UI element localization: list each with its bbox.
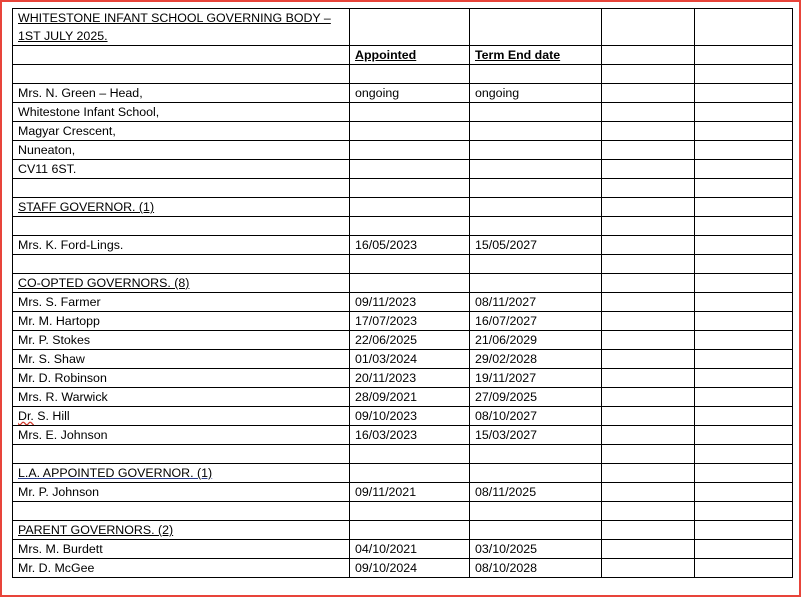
cell-empty — [602, 350, 695, 369]
section-heading-co-opted-governors: CO-OPTED GOVERNORS. (8) — [13, 274, 350, 293]
cell-empty — [470, 445, 602, 464]
cell-empty — [695, 255, 793, 274]
cell-empty — [695, 521, 793, 540]
cell-empty — [602, 388, 695, 407]
table-row — [13, 255, 793, 274]
cell-empty — [350, 217, 470, 236]
table-row — [13, 103, 793, 122]
cell-empty — [695, 198, 793, 217]
cell-empty — [695, 141, 793, 160]
document-title-cell — [13, 9, 350, 46]
cell-empty — [695, 426, 793, 445]
cell-empty — [602, 9, 695, 46]
cell-empty — [13, 65, 350, 84]
cell-empty — [350, 445, 470, 464]
table-row — [13, 236, 793, 255]
cell-empty — [470, 521, 602, 540]
cell-empty — [470, 217, 602, 236]
cell-empty — [695, 179, 793, 198]
table-row — [13, 122, 793, 141]
term-end-date: 21/06/2029 — [470, 331, 602, 350]
cell-empty — [695, 502, 793, 521]
cell-empty — [602, 236, 695, 255]
governor-name: Mrs. S. Farmer — [13, 293, 350, 312]
appointed-date: 09/11/2023 — [350, 293, 470, 312]
cell-empty — [602, 217, 695, 236]
term-end-date: 08/10/2028 — [470, 559, 602, 578]
cell-empty — [602, 65, 695, 84]
cell-empty — [350, 274, 470, 293]
table-row — [13, 426, 793, 445]
cell-empty — [470, 502, 602, 521]
cell-empty — [695, 388, 793, 407]
cell-empty — [350, 122, 470, 141]
governor-name: Mr. S. Shaw — [13, 350, 350, 369]
appointed-date: 16/03/2023 — [350, 426, 470, 445]
table-row — [13, 350, 793, 369]
address-line: Magyar Crescent, — [13, 122, 350, 141]
table-row — [13, 483, 793, 502]
spellcheck-word: Dr. — [18, 409, 34, 423]
cell-empty — [695, 540, 793, 559]
term-end-date: 03/10/2025 — [470, 540, 602, 559]
cell-empty — [695, 369, 793, 388]
governor-name: Mrs. M. Burdett — [13, 540, 350, 559]
cell-empty — [695, 464, 793, 483]
term-end-date: 08/11/2027 — [470, 293, 602, 312]
cell-empty — [695, 84, 793, 103]
governor-name-rest: S. Hill — [33, 409, 70, 423]
cell-empty — [13, 46, 350, 65]
cell-empty — [350, 255, 470, 274]
cell-empty — [602, 122, 695, 141]
cell-empty — [13, 255, 350, 274]
table-row — [13, 559, 793, 578]
cell-empty — [13, 502, 350, 521]
cell-empty — [602, 46, 695, 65]
cell-empty — [602, 141, 695, 160]
cell-empty — [602, 502, 695, 521]
governor-name: Mr. P. Johnson — [13, 483, 350, 502]
cell-empty — [602, 331, 695, 350]
table-row — [13, 445, 793, 464]
table-row — [13, 293, 793, 312]
cell-empty — [350, 521, 470, 540]
section-heading-parent-governors: PARENT GOVERNORS. (2) — [13, 521, 350, 540]
term-end-date: 08/10/2027 — [470, 407, 602, 426]
cell-empty — [470, 255, 602, 274]
appointed-date: ongoing — [350, 84, 470, 103]
section-heading-staff-governor: STAFF GOVERNOR. (1) — [13, 198, 350, 217]
appointed-date: 16/05/2023 — [350, 236, 470, 255]
cell-empty — [602, 179, 695, 198]
address-line: Whitestone Infant School, — [13, 103, 350, 122]
term-end-date: 19/11/2027 — [470, 369, 602, 388]
cell-empty — [470, 179, 602, 198]
cell-empty — [350, 141, 470, 160]
cell-empty — [695, 122, 793, 141]
appointed-date: 28/09/2021 — [350, 388, 470, 407]
table-row — [13, 84, 793, 103]
cell-empty — [470, 122, 602, 141]
cell-empty — [695, 559, 793, 578]
appointed-date: 04/10/2021 — [350, 540, 470, 559]
cell-empty — [602, 540, 695, 559]
term-end-date: ongoing — [470, 84, 602, 103]
appointed-date: 22/06/2025 — [350, 331, 470, 350]
term-end-date: 29/02/2028 — [470, 350, 602, 369]
cell-empty — [13, 179, 350, 198]
cell-empty — [602, 559, 695, 578]
cell-empty — [602, 521, 695, 540]
governor-name: Mr. P. Stokes — [13, 331, 350, 350]
cell-empty — [470, 103, 602, 122]
cell-empty — [602, 426, 695, 445]
cell-empty — [470, 198, 602, 217]
table-row — [13, 274, 793, 293]
cell-empty — [350, 502, 470, 521]
governor-name: Mr. D. Robinson — [13, 369, 350, 388]
cell-empty — [602, 293, 695, 312]
cell-empty — [470, 464, 602, 483]
cell-empty — [695, 160, 793, 179]
term-end-date: 27/09/2025 — [470, 388, 602, 407]
governor-name — [13, 407, 350, 426]
term-end-date: 16/07/2027 — [470, 312, 602, 331]
cell-empty — [695, 236, 793, 255]
cell-empty — [13, 445, 350, 464]
cell-empty — [350, 464, 470, 483]
term-end-date: 15/03/2027 — [470, 426, 602, 445]
term-end-date: 15/05/2027 — [470, 236, 602, 255]
appointed-date: 20/11/2023 — [350, 369, 470, 388]
governor-name: Mrs. R. Warwick — [13, 388, 350, 407]
cell-empty — [602, 445, 695, 464]
table-row — [13, 388, 793, 407]
cell-empty — [470, 9, 602, 46]
cell-empty — [695, 350, 793, 369]
cell-empty — [470, 160, 602, 179]
cell-empty — [602, 160, 695, 179]
term-end-date: 08/11/2025 — [470, 483, 602, 502]
cell-empty — [695, 217, 793, 236]
cell-empty — [602, 198, 695, 217]
cell-empty — [602, 464, 695, 483]
cell-empty — [602, 255, 695, 274]
column-header-term-end: Term End date — [470, 46, 602, 65]
cell-empty — [602, 483, 695, 502]
cell-empty — [695, 483, 793, 502]
cell-empty — [350, 9, 470, 46]
table-row — [13, 9, 793, 46]
table-row — [13, 521, 793, 540]
cell-empty — [350, 179, 470, 198]
table-row — [13, 179, 793, 198]
cell-empty — [602, 407, 695, 426]
governor-name: Mrs. K. Ford-Lings. — [13, 236, 350, 255]
table-row — [13, 65, 793, 84]
governing-body-table-area — [12, 8, 792, 578]
table-row — [13, 369, 793, 388]
appointed-date: 01/03/2024 — [350, 350, 470, 369]
table-row — [13, 198, 793, 217]
cell-empty — [695, 331, 793, 350]
table-row — [13, 502, 793, 521]
table-row — [13, 217, 793, 236]
governor-name: Mrs. E. Johnson — [13, 426, 350, 445]
cell-empty — [695, 9, 793, 46]
cell-empty — [695, 103, 793, 122]
cell-empty — [602, 274, 695, 293]
cell-empty — [695, 46, 793, 65]
cell-empty — [350, 160, 470, 179]
governor-name: Mrs. N. Green – Head, — [13, 84, 350, 103]
document-title-line1: WHITESTONE INFANT SCHOOL GOVERNING BODY – — [18, 11, 331, 25]
appointed-date: 17/07/2023 — [350, 312, 470, 331]
cell-empty — [695, 274, 793, 293]
cell-empty — [695, 407, 793, 426]
cell-empty — [695, 312, 793, 331]
table-row — [13, 331, 793, 350]
address-line: Nuneaton, — [13, 141, 350, 160]
appointed-date: 09/10/2023 — [350, 407, 470, 426]
governor-name: Mr. D. McGee — [13, 559, 350, 578]
cell-empty — [695, 445, 793, 464]
document-title-line2: 1ST JULY 2025. — [18, 29, 108, 43]
cell-empty — [470, 141, 602, 160]
table-row — [13, 540, 793, 559]
table-row — [13, 141, 793, 160]
cell-empty — [602, 312, 695, 331]
table-row — [13, 464, 793, 483]
cell-empty — [350, 65, 470, 84]
cell-empty — [470, 65, 602, 84]
cell-empty — [602, 103, 695, 122]
appointed-date: 09/10/2024 — [350, 559, 470, 578]
section-heading-la-appointed-governor: L.A. APPOINTED GOVERNOR. (1) — [13, 464, 350, 483]
cell-empty — [695, 293, 793, 312]
cell-empty — [695, 65, 793, 84]
governor-name: Mr. M. Hartopp — [13, 312, 350, 331]
cell-empty — [350, 198, 470, 217]
cell-empty — [602, 369, 695, 388]
cell-empty — [350, 103, 470, 122]
cell-empty — [13, 217, 350, 236]
column-header-appointed: Appointed — [350, 46, 470, 65]
address-line: CV11 6ST. — [13, 160, 350, 179]
appointed-date: 09/11/2021 — [350, 483, 470, 502]
table-row — [13, 160, 793, 179]
table-header-row — [13, 46, 793, 65]
cell-empty — [470, 274, 602, 293]
table-row — [13, 312, 793, 331]
cell-empty — [602, 84, 695, 103]
table-row — [13, 407, 793, 426]
governing-body-table — [12, 8, 793, 578]
